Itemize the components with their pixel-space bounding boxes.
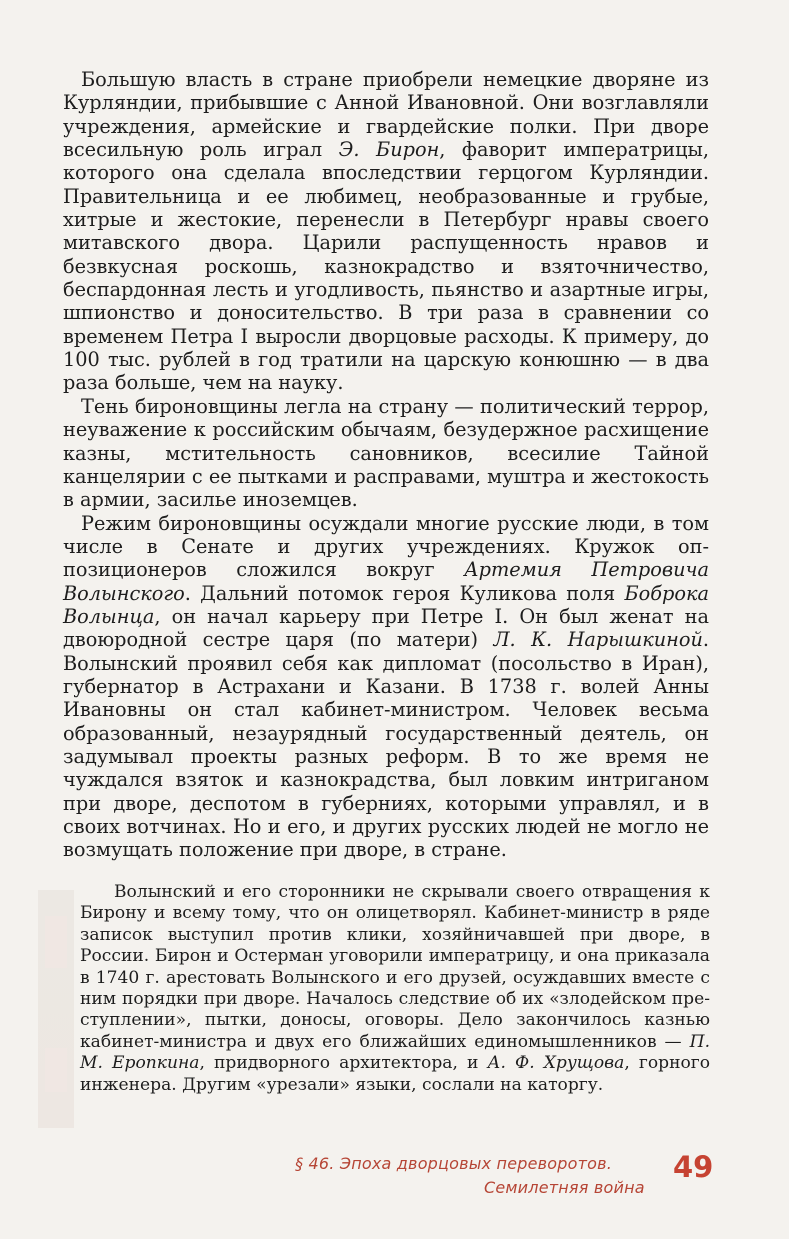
- italic-name-volynsky: Артемия Петровича Волынского: [63, 558, 709, 605]
- paragraph: Большую власть в стране приобрели немецкие дворяне из Курляндии, прибывшие с Анной Ивановной. Они возглавляли учреждения, армейские и гвардейские полки. При дворе всесильную роль играл Э. Бирон, фаворит императрицы, которого она сделала впоследствии герцогом Курляндии. Правительница и ее любимец, необразованные и грубые, хитрые и жестокие, перенесли в Петербург нравы своего митавского двора. Царили распущенность нравов и безвкусная роскошь, казнокрадство и взяточничество, беспардонная лесть и угодливость, пьянство и азартные игры, шпионство и доносительство. В три раза в сравнении со временем Петра I выросли дворцовые расходы. К примеру, до 100 тыс. рублей в год тратили на царскую конюшню — в два раза больше, чем на науку.: [63, 68, 710, 395]
- section-subtitle: Семилетняя война: [484, 1178, 645, 1197]
- section-title: § 46. Эпоха дворцовых переворотов.: [295, 1154, 613, 1173]
- italic-name-khrushchov: А. Ф. Хрущова: [487, 1053, 625, 1074]
- aside-paragraph: Волынский и его сторонники не скрывали своего отвращения к Бирону и всему тому, что он олицетворял. Кабинет-министр в ряде записок выступил против клики, хозяйничавшей при дворе, в России. Бирон и Остерман уговорили императрицу, и она приказала в 1740 г. арестовать Волынского и его друзей, осуждавших вместе с ним порядки при дворе. Началось следствие об их «злодейском преступлении», пытки, доносы, оговоры. Дело закончилось казнью кабинет-министра и двух его ближайших единомышленников — П. М. Еропкина, придворного архитектора, и А. Ф. Хрущова, горного инженера. Другим «урезали» языки, сослали на каторгу.: [80, 882, 710, 1095]
- aside-block: [30, 882, 710, 1134]
- italic-name-biron: Э. Бирон: [338, 138, 440, 162]
- aside-text: [80, 882, 710, 1096]
- italic-name-naryshkina: Л. К. Нарышкиной: [493, 628, 703, 652]
- paragraph: Режим бироновщины осуждали многие русские люди, в том числе в Сенате и других учреждениях. Кружок оппозиционеров сложился вокруг Артемия Петровича Волынского. Дальний потомок героя Куликова поля Боброка Волынца, он начал карьеру при Петре I. Он был женат на двоюродной сестре царя (по матери) Л. К. Нарышкиной. Волынский проявил себя как дипломат (посольство в Иран), губернатор в Астрахани и Казани. В 1738 г. волей Анны Ивановны он стал кабинет-министром. Человек весьма образованный, незаурядный государственный деятель, он задумывал проекты разных реформ. В то же время не чуждался взяток и казнокрадства, был ловким интриганом при дворе, деспотом в губерниях, которыми управлял, и в своих вотчинах. Но и его, и других русских людей не могло не возмущать положение при дворе, в стране.: [63, 511, 710, 862]
- main-text-column: [63, 68, 709, 862]
- aside-side-marker: [38, 890, 74, 1128]
- paragraph: Тень бироновщины легла на страну — политический террор, неуважение к российским обычаям, безудержное расхищение казны, мстительность сановников, всесилие Тайной канцелярии с ее пытками и расправами, муштра и жестокость в армии, засилье иноземцев.: [63, 394, 709, 512]
- page-footer: [295, 1150, 715, 1210]
- italic-name-volynets: Боброка Волынца: [63, 581, 709, 628]
- page-number: 49: [673, 1150, 714, 1184]
- italic-name-eropkin: П. М. Еропкина: [80, 1031, 710, 1074]
